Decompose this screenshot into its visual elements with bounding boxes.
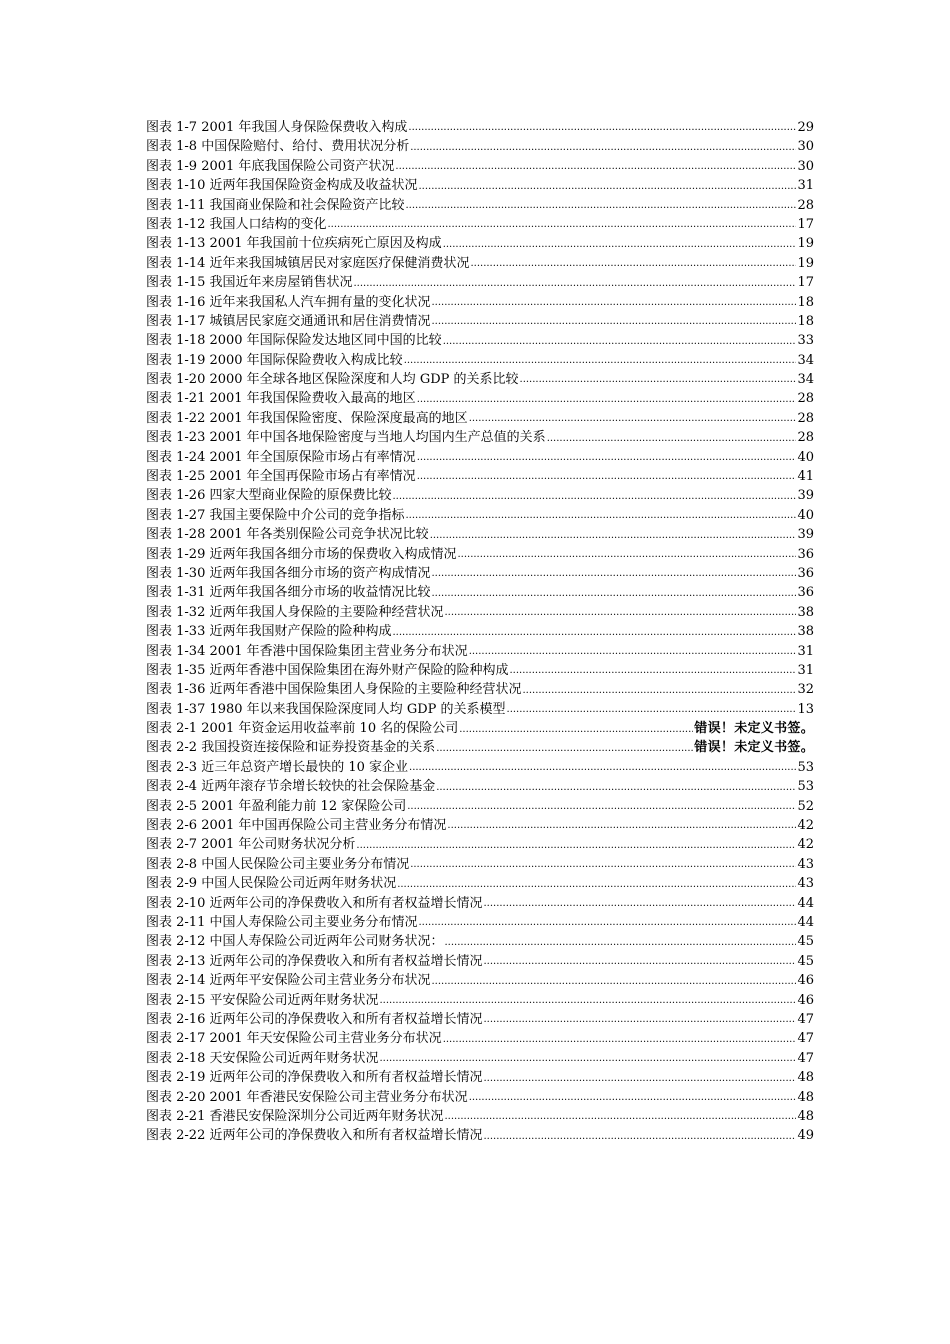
toc-dot-leader	[436, 780, 796, 795]
toc-entry-label: 图表 2-10 近两年公司的净保费收入和所有者权益增长情况	[146, 895, 483, 911]
toc-dot-leader	[483, 1129, 796, 1144]
toc-entry-page-number: 30	[797, 139, 814, 155]
toc-entry[interactable]	[146, 952, 814, 971]
toc-entry[interactable]	[146, 1107, 814, 1126]
toc-dot-leader	[395, 159, 796, 174]
toc-entry-label: 图表 1-29 近两年我国各细分市场的保费收入构成情况	[146, 546, 457, 562]
toc-dot-leader	[356, 838, 796, 853]
toc-entry[interactable]	[146, 157, 814, 176]
toc-entry-label: 图表 1-11 我国商业保险和社会保险资产比较	[146, 197, 405, 213]
toc-entry-page-number: 36	[797, 585, 814, 601]
toc-entry[interactable]	[146, 234, 814, 253]
toc-entry[interactable]	[146, 719, 814, 738]
toc-entry[interactable]	[146, 545, 814, 564]
toc-entry[interactable]	[146, 642, 814, 661]
toc-entry-label: 图表 1-19 2000 年国际保险费收入构成比较	[146, 352, 403, 368]
toc-dot-leader	[483, 1071, 796, 1086]
toc-entry-page-number: 53	[797, 759, 814, 775]
toc-entry-label: 图表 2-16 近两年公司的净保费收入和所有者权益增长情况	[146, 1011, 483, 1027]
toc-entry-label: 图表 1-33 近两年我国财产保险的险种构成	[146, 624, 392, 640]
toc-dot-leader	[483, 954, 796, 969]
toc-entry-label: 图表 2-21 香港民安保险深圳分公司近两年财务状况	[146, 1108, 444, 1124]
toc-entry-page-number: 28	[797, 430, 814, 446]
toc-entry[interactable]	[146, 680, 814, 699]
toc-entry-page-number: 32	[797, 682, 814, 698]
toc-dot-leader	[447, 818, 796, 833]
toc-entry-page-number: 38	[797, 624, 814, 640]
toc-dot-leader	[444, 1109, 796, 1124]
toc-entry-label: 图表 1-17 城镇居民家庭交通通讯和居住消费情况	[146, 313, 431, 329]
toc-entry-page-number: 45	[797, 953, 814, 969]
toc-dot-leader	[436, 741, 693, 756]
toc-entry-page-number: 44	[797, 895, 814, 911]
table-of-figures	[146, 118, 814, 1146]
toc-entry-page-number: 53	[797, 779, 814, 795]
toc-entry-page-number: 52	[797, 798, 814, 814]
toc-entry[interactable]	[146, 564, 814, 583]
toc-dot-leader	[379, 993, 796, 1008]
toc-dot-leader	[443, 1032, 797, 1047]
toc-entry-page-number: 18	[797, 294, 814, 310]
toc-entry-page-number: 48	[797, 1108, 814, 1124]
toc-entry-label: 图表 2-7 2001 年公司财务状况分析	[146, 837, 356, 853]
toc-dot-leader	[444, 935, 796, 950]
toc-dot-leader	[443, 334, 797, 349]
toc-entry[interactable]	[146, 448, 814, 467]
toc-entry[interactable]	[146, 874, 814, 893]
toc-entry-bookmark-error: 错误！未定义书签。	[694, 721, 814, 737]
toc-entry-page-number: 48	[797, 1089, 814, 1105]
toc-dot-leader	[444, 605, 796, 620]
toc-entry-page-number: 39	[797, 488, 814, 504]
toc-entry-label: 图表 2-3 近三年总资产增长最快的 10 家企业	[146, 759, 409, 775]
toc-dot-leader	[379, 1051, 796, 1066]
toc-entry-page-number: 48	[797, 1070, 814, 1086]
toc-entry-page-number: 28	[797, 197, 814, 213]
toc-entry[interactable]	[146, 137, 814, 156]
toc-entry[interactable]	[146, 312, 814, 331]
toc-entry-label: 图表 1-27 我国主要保险中介公司的竞争指标	[146, 507, 405, 523]
toc-dot-leader	[459, 722, 693, 737]
toc-dot-leader	[397, 877, 796, 892]
toc-entry-label: 图表 2-18 天安保险公司近两年财务状况	[146, 1050, 379, 1066]
toc-dot-leader	[431, 974, 796, 989]
toc-entry-page-number: 43	[797, 876, 814, 892]
toc-entry-page-number: 42	[797, 837, 814, 853]
toc-entry-page-number: 13	[797, 701, 814, 717]
toc-entry[interactable]	[146, 215, 814, 234]
toc-entry-page-number: 44	[797, 915, 814, 930]
toc-dot-leader	[509, 663, 796, 678]
toc-dot-leader	[431, 566, 796, 581]
toc-dot-leader	[418, 179, 796, 194]
toc-entry-label: 图表 1-23 2001 年中国各地保险密度与当地人均国内生产总值的关系	[146, 430, 546, 446]
toc-entry[interactable]	[146, 176, 814, 195]
toc-entry-page-number: 41	[797, 469, 814, 485]
toc-dot-leader	[408, 120, 796, 135]
toc-entry[interactable]	[146, 758, 814, 777]
toc-entry[interactable]	[146, 1126, 814, 1145]
toc-entry-label: 图表 1-15 我国近年来房屋销售状况	[146, 275, 353, 291]
toc-entry-label: 图表 2-13 近两年公司的净保费收入和所有者权益增长情况	[146, 953, 483, 969]
toc-entry-page-number: 46	[797, 992, 814, 1008]
toc-entry-label: 图表 1-30 近两年我国各细分市场的资产构成情况	[146, 565, 431, 581]
toc-entry[interactable]	[146, 1010, 814, 1029]
toc-entry[interactable]	[146, 1088, 814, 1107]
toc-dot-leader	[483, 896, 796, 911]
toc-entry[interactable]	[146, 932, 814, 951]
toc-entry-bookmark-error: 错误！未定义书签。	[694, 740, 814, 756]
toc-entry-label: 图表 1-20 2000 年全球各地区保险深度和人均 GDP 的关系比较	[146, 372, 519, 388]
toc-dot-leader	[405, 198, 796, 213]
toc-entry[interactable]	[146, 331, 814, 350]
toc-entry[interactable]	[146, 389, 814, 408]
toc-entry-label: 图表 2-11 中国人寿保险公司主要业务分布情况	[146, 915, 418, 930]
toc-entry-label: 图表 1-24 2001 年全国原保险市场占有率情况	[146, 449, 416, 465]
toc-entry-label: 图表 2-8 中国人民保险公司主要业务分布情况	[146, 856, 410, 872]
toc-entry-label: 图表 1-28 2001 年各类别保险公司竞争状况比较	[146, 527, 429, 543]
toc-entry-page-number: 43	[797, 856, 814, 872]
toc-entry-label: 图表 1-16 近年来我国私人汽车拥有量的变化状况	[146, 294, 431, 310]
toc-entry-page-number: 47	[797, 1050, 814, 1066]
toc-entry[interactable]	[146, 1068, 814, 1087]
toc-entry-page-number: 29	[797, 119, 814, 135]
toc-dot-leader	[520, 372, 797, 387]
toc-entry[interactable]	[146, 991, 814, 1010]
toc-dot-leader	[405, 508, 796, 523]
toc-entry[interactable]	[146, 971, 814, 990]
toc-entry-page-number: 42	[797, 818, 814, 834]
toc-entry-label: 图表 2-1 2001 年资金运用收益率前 10 名的保险公司	[146, 721, 459, 737]
toc-entry-page-number: 47	[797, 1011, 814, 1027]
toc-entry-label: 图表 2-6 2001 年中国再保险公司主营业务分布情况	[146, 818, 447, 834]
toc-entry[interactable]	[146, 196, 814, 215]
toc-entry-page-number: 39	[797, 527, 814, 543]
toc-dot-leader	[404, 353, 797, 368]
toc-dot-leader	[417, 469, 797, 484]
toc-entry-label: 图表 2-22 近两年公司的净保费收入和所有者权益增长情况	[146, 1128, 483, 1144]
toc-entry-label: 图表 1-25 2001 年全国再保险市场占有率情况	[146, 469, 416, 485]
toc-entry-label: 图表 1-35 近两年香港中国保险集团在海外财产保险的险种构成	[146, 662, 509, 678]
toc-entry-label: 图表 1-31 近两年我国各细分市场的收益情况比较	[146, 585, 431, 601]
toc-entry-page-number: 17	[797, 275, 814, 291]
toc-entry-label: 图表 2-9 中国人民保险公司近两年财务状况	[146, 876, 397, 892]
toc-entry-page-number: 31	[797, 662, 814, 678]
toc-entry[interactable]	[146, 428, 814, 447]
toc-entry-page-number: 34	[797, 352, 814, 368]
toc-entry-label: 图表 1-36 近两年香港中国保险集团人身保险的主要险种经营状况	[146, 682, 522, 698]
toc-entry[interactable]	[146, 777, 814, 796]
toc-entry-page-number: 17	[797, 216, 814, 232]
toc-entry-label: 图表 2-5 2001 年盈利能力前 12 家保险公司	[146, 798, 407, 814]
toc-dot-leader	[483, 1012, 796, 1027]
toc-entry[interactable]	[146, 797, 814, 816]
toc-dot-leader	[431, 586, 796, 601]
toc-entry[interactable]	[146, 739, 814, 758]
toc-entry-page-number: 19	[797, 236, 814, 252]
toc-entry[interactable]	[146, 293, 814, 312]
toc-entry-label: 图表 1-14 近年来我国城镇居民对家庭医疗保健消费状况	[146, 255, 470, 271]
toc-entry-page-number: 36	[797, 546, 814, 562]
toc-entry-label: 图表 2-12 中国人寿保险公司近两年公司财务状况：	[146, 934, 444, 950]
toc-dot-leader	[469, 1090, 797, 1105]
toc-entry-page-number: 34	[797, 372, 814, 388]
toc-entry[interactable]	[146, 370, 814, 389]
toc-dot-leader	[470, 256, 796, 271]
toc-entry[interactable]	[146, 816, 814, 835]
toc-dot-leader	[409, 760, 796, 775]
toc-dot-leader	[430, 528, 797, 543]
toc-dot-leader	[417, 450, 797, 465]
toc-dot-leader	[522, 683, 796, 698]
toc-dot-leader	[392, 489, 796, 504]
toc-entry-page-number: 19	[797, 255, 814, 271]
toc-entry-label: 图表 2-2 我国投资连接保险和证券投资基金的关系	[146, 740, 436, 756]
toc-dot-leader	[417, 392, 797, 407]
toc-dot-leader	[431, 295, 796, 310]
toc-entry-label: 图表 1-26 四家大型商业保险的原保费比较	[146, 488, 392, 504]
toc-entry-label: 图表 1-10 近两年我国保险资金构成及收益状况	[146, 178, 418, 194]
toc-entry-page-number: 31	[797, 178, 814, 194]
toc-entry[interactable]	[146, 855, 814, 874]
toc-entry-label: 图表 1-13 2001 年我国前十位疾病死亡原因及构成	[146, 236, 442, 252]
toc-entry-page-number: 36	[797, 565, 814, 581]
toc-dot-leader	[457, 547, 796, 562]
toc-dot-leader	[418, 915, 796, 930]
toc-dot-leader	[410, 857, 796, 872]
toc-entry[interactable]	[146, 273, 814, 292]
toc-entry-page-number: 49	[797, 1128, 814, 1144]
toc-entry-label: 图表 2-15 平安保险公司近两年财务状况	[146, 992, 379, 1008]
toc-entry-page-number: 18	[797, 313, 814, 329]
toc-entry[interactable]	[146, 1049, 814, 1068]
toc-entry[interactable]	[146, 661, 814, 680]
toc-entry-label: 图表 1-18 2000 年国际保险发达地区同中国的比较	[146, 333, 442, 349]
toc-entry-label: 图表 2-4 近两年滚存节余增长较快的社会保险基金	[146, 779, 436, 795]
toc-dot-leader	[443, 237, 797, 252]
toc-entry-label: 图表 1-34 2001 年香港中国保险集团主营业务分布状况	[146, 643, 468, 659]
toc-dot-leader	[469, 411, 797, 426]
toc-entry-page-number: 40	[797, 449, 814, 465]
toc-entry-page-number: 38	[797, 604, 814, 620]
toc-entry-page-number: 45	[797, 934, 814, 950]
toc-entry-page-number: 46	[797, 973, 814, 989]
toc-entry[interactable]	[146, 700, 814, 719]
toc-entry-label: 图表 1-32 近两年我国人身保险的主要险种经营状况	[146, 604, 444, 620]
toc-entry[interactable]	[146, 835, 814, 854]
toc-entry[interactable]	[146, 583, 814, 602]
toc-entry-label: 图表 1-9 2001 年底我国保险公司资产状况	[146, 158, 395, 174]
toc-dot-leader	[469, 644, 797, 659]
toc-entry[interactable]	[146, 913, 814, 932]
toc-entry-label: 图表 2-20 2001 年香港民安保险公司主营业务分布状况	[146, 1089, 468, 1105]
toc-entry[interactable]	[146, 603, 814, 622]
toc-entry-label: 图表 1-21 2001 年我国保险费收入最高的地区	[146, 391, 416, 407]
toc-entry-label: 图表 1-22 2001 年我国保险密度、保险深度最高的地区	[146, 410, 468, 426]
toc-entry-page-number: 40	[797, 507, 814, 523]
toc-dot-leader	[547, 431, 797, 446]
toc-entry-page-number: 33	[797, 333, 814, 349]
toc-entry[interactable]	[146, 254, 814, 273]
toc-entry-label: 图表 2-19 近两年公司的净保费收入和所有者权益增长情况	[146, 1070, 483, 1086]
toc-entry[interactable]	[146, 486, 814, 505]
toc-dot-leader	[410, 140, 796, 155]
toc-dot-leader	[507, 702, 797, 717]
toc-dot-leader	[327, 217, 796, 232]
toc-entry-page-number: 47	[797, 1031, 814, 1047]
toc-entry-page-number: 28	[797, 391, 814, 407]
toc-entry[interactable]	[146, 525, 814, 544]
toc-dot-leader	[407, 799, 796, 814]
toc-entry[interactable]	[146, 409, 814, 428]
toc-entry[interactable]	[146, 1029, 814, 1048]
toc-dot-leader	[392, 625, 796, 640]
toc-entry-page-number: 31	[797, 643, 814, 659]
toc-entry[interactable]	[146, 351, 814, 370]
toc-entry-label: 图表 1-7 2001 年我国人身保险保费收入构成	[146, 119, 408, 135]
toc-entry-label: 图表 1-37 1980 年以来我国保险深度同人均 GDP 的关系模型	[146, 701, 506, 717]
toc-entry-label: 图表 2-14 近两年平安保险公司主营业务分布状况	[146, 973, 431, 989]
toc-entry[interactable]	[146, 622, 814, 641]
toc-entry[interactable]	[146, 118, 814, 137]
toc-dot-leader	[431, 314, 796, 329]
toc-entry[interactable]	[146, 894, 814, 913]
toc-entry[interactable]	[146, 506, 814, 525]
toc-entry[interactable]	[146, 467, 814, 486]
toc-entry-page-number: 30	[797, 158, 814, 174]
toc-entry-page-number: 28	[797, 410, 814, 426]
toc-dot-leader	[353, 276, 796, 291]
toc-entry-label: 图表 2-17 2001 年天安保险公司主营业务分布状况	[146, 1031, 442, 1047]
toc-entry-label: 图表 1-12 我国人口结构的变化	[146, 216, 327, 232]
toc-entry-label: 图表 1-8 中国保险赔付、给付、费用状况分析	[146, 139, 410, 155]
